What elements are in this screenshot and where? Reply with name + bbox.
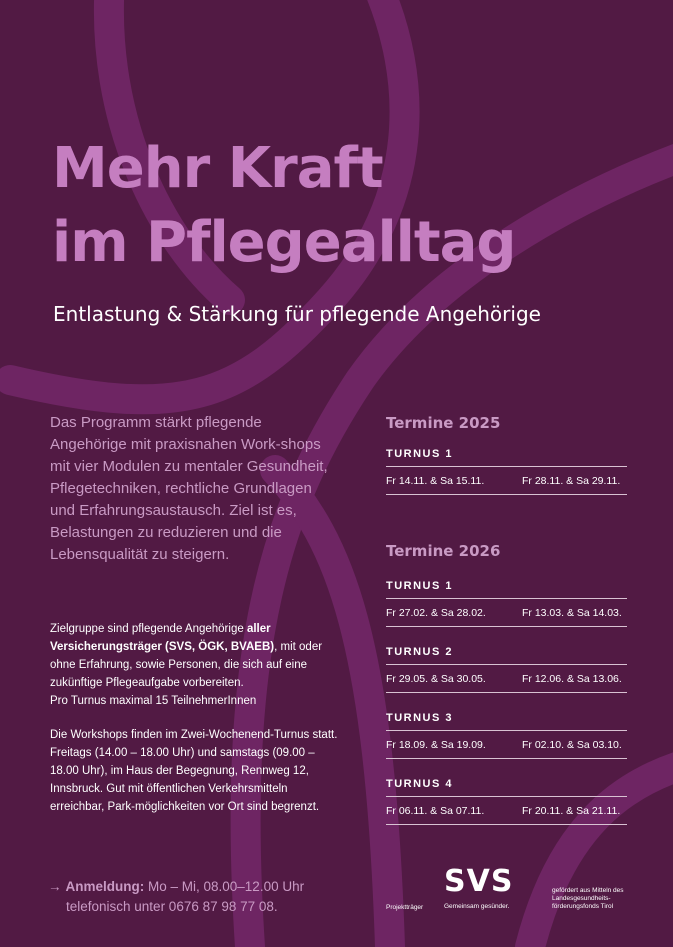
turnus-dates <box>386 665 627 693</box>
svs-logo-tagline: Gemeinsam gesünder. <box>444 903 510 910</box>
target-group-before: Zielgruppe sind pflegende Angehörige <box>50 623 247 635</box>
page-title <box>52 132 516 280</box>
turnus-date-second: Fr 12.06. & Sa 13.06. <box>522 673 622 685</box>
turnus-dates <box>386 797 627 825</box>
termine-2026-turnus-3 <box>386 712 627 759</box>
arrow-right-icon: → <box>48 879 62 894</box>
termine-2026-turnus-4 <box>386 778 627 825</box>
registration-phone: telefonisch unter 0676 87 98 77 08. <box>66 899 278 914</box>
turnus-label: TURNUS 1 <box>386 580 627 599</box>
turnus-date-second: Fr 20.11. & Sa 21.11. <box>522 805 621 817</box>
termine-2025-heading: Termine 2025 <box>386 414 501 432</box>
turnus-dates <box>386 467 627 495</box>
registration-info <box>48 877 304 917</box>
turnus-date-second: Fr 02.10. & Sa 03.10. <box>522 739 622 751</box>
funding-note-line-3: förderungsfonds Tirol <box>552 903 614 910</box>
termine-2026-turnus-1 <box>386 580 627 627</box>
target-group-after: , mit oder ohne Erfahrung, sowie Personen, die sich auf eine zukünftige Pflegeaufgabe vorbereiten. <box>50 641 323 689</box>
schedule-text: Die Workshops finden im Zwei-Wochenend-Turnus statt. Freitags (14.00 – 18.00 Uhr) und samstags (09.00 – 18.00 Uhr), im Haus der Begegnung, Rennweg 12, Innsbruck. Gut mit öffentlichen Verkehrsmitteln erreichbar, Park-möglichkeiten vor Ort sind begrenzt. <box>50 729 338 813</box>
termine-2026-heading: Termine 2026 <box>386 542 501 560</box>
turnus-dates <box>386 599 627 627</box>
turnus-label: TURNUS 4 <box>386 778 627 797</box>
funding-note-line-1: gefördert aus Mitteln des <box>552 887 624 894</box>
registration-hours: Mo – Mi, 08.00–12.00 Uhr <box>144 879 305 894</box>
turnus-date-first: Fr 06.11. & Sa 07.11. <box>386 805 485 817</box>
turnus-date-second: Fr 13.03. & Sa 14.03. <box>522 607 622 619</box>
projekttraeger-label: Projektträger <box>386 904 424 911</box>
registration-label: Anmeldung: <box>65 879 145 894</box>
intro-text: Das Programm stärkt pflegende Angehörige mit praxisnahen Work-shops mit vier Modulen zu mentaler Gesundheit, Pflegetechniken, rechtliche Grundlagen und Erfahrungsaustausch. Ziel ist es, Belastungen zu reduzieren und die Lebensqualität zu steigern. <box>50 414 328 563</box>
termine-2025-turnus-1 <box>386 448 627 495</box>
participant-limit: Pro Turnus maximal 15 TeilnehmerInnen <box>50 695 257 707</box>
turnus-label: TURNUS 3 <box>386 712 627 731</box>
turnus-date-first: Fr 18.09. & Sa 19.09. <box>386 739 486 751</box>
title-line-2: im Pflegealltag <box>52 210 516 275</box>
title-line-1: Mehr Kraft <box>52 136 383 201</box>
target-group-text <box>50 620 340 710</box>
turnus-label: TURNUS 1 <box>386 448 627 467</box>
funding-note <box>552 887 624 911</box>
turnus-date-second: Fr 28.11. & Sa 29.11. <box>522 475 621 487</box>
termine-2026-turnus-2 <box>386 646 627 693</box>
turnus-date-first: Fr 14.11. & Sa 15.11. <box>386 475 485 487</box>
target-group-bold: aller Versicherungsträger (SVS, ÖGK, BVAEB) <box>50 623 275 653</box>
turnus-label: TURNUS 2 <box>386 646 627 665</box>
svs-logo: SVS <box>444 864 514 899</box>
funding-note-line-2: Landesgesundheits- <box>552 895 611 902</box>
turnus-date-first: Fr 29.05. & Sa 30.05. <box>386 673 486 685</box>
subtitle: Entlastung & Stärkung für pflegende Angehörige <box>53 302 541 326</box>
turnus-date-first: Fr 27.02. & Sa 28.02. <box>386 607 486 619</box>
turnus-dates <box>386 731 627 759</box>
